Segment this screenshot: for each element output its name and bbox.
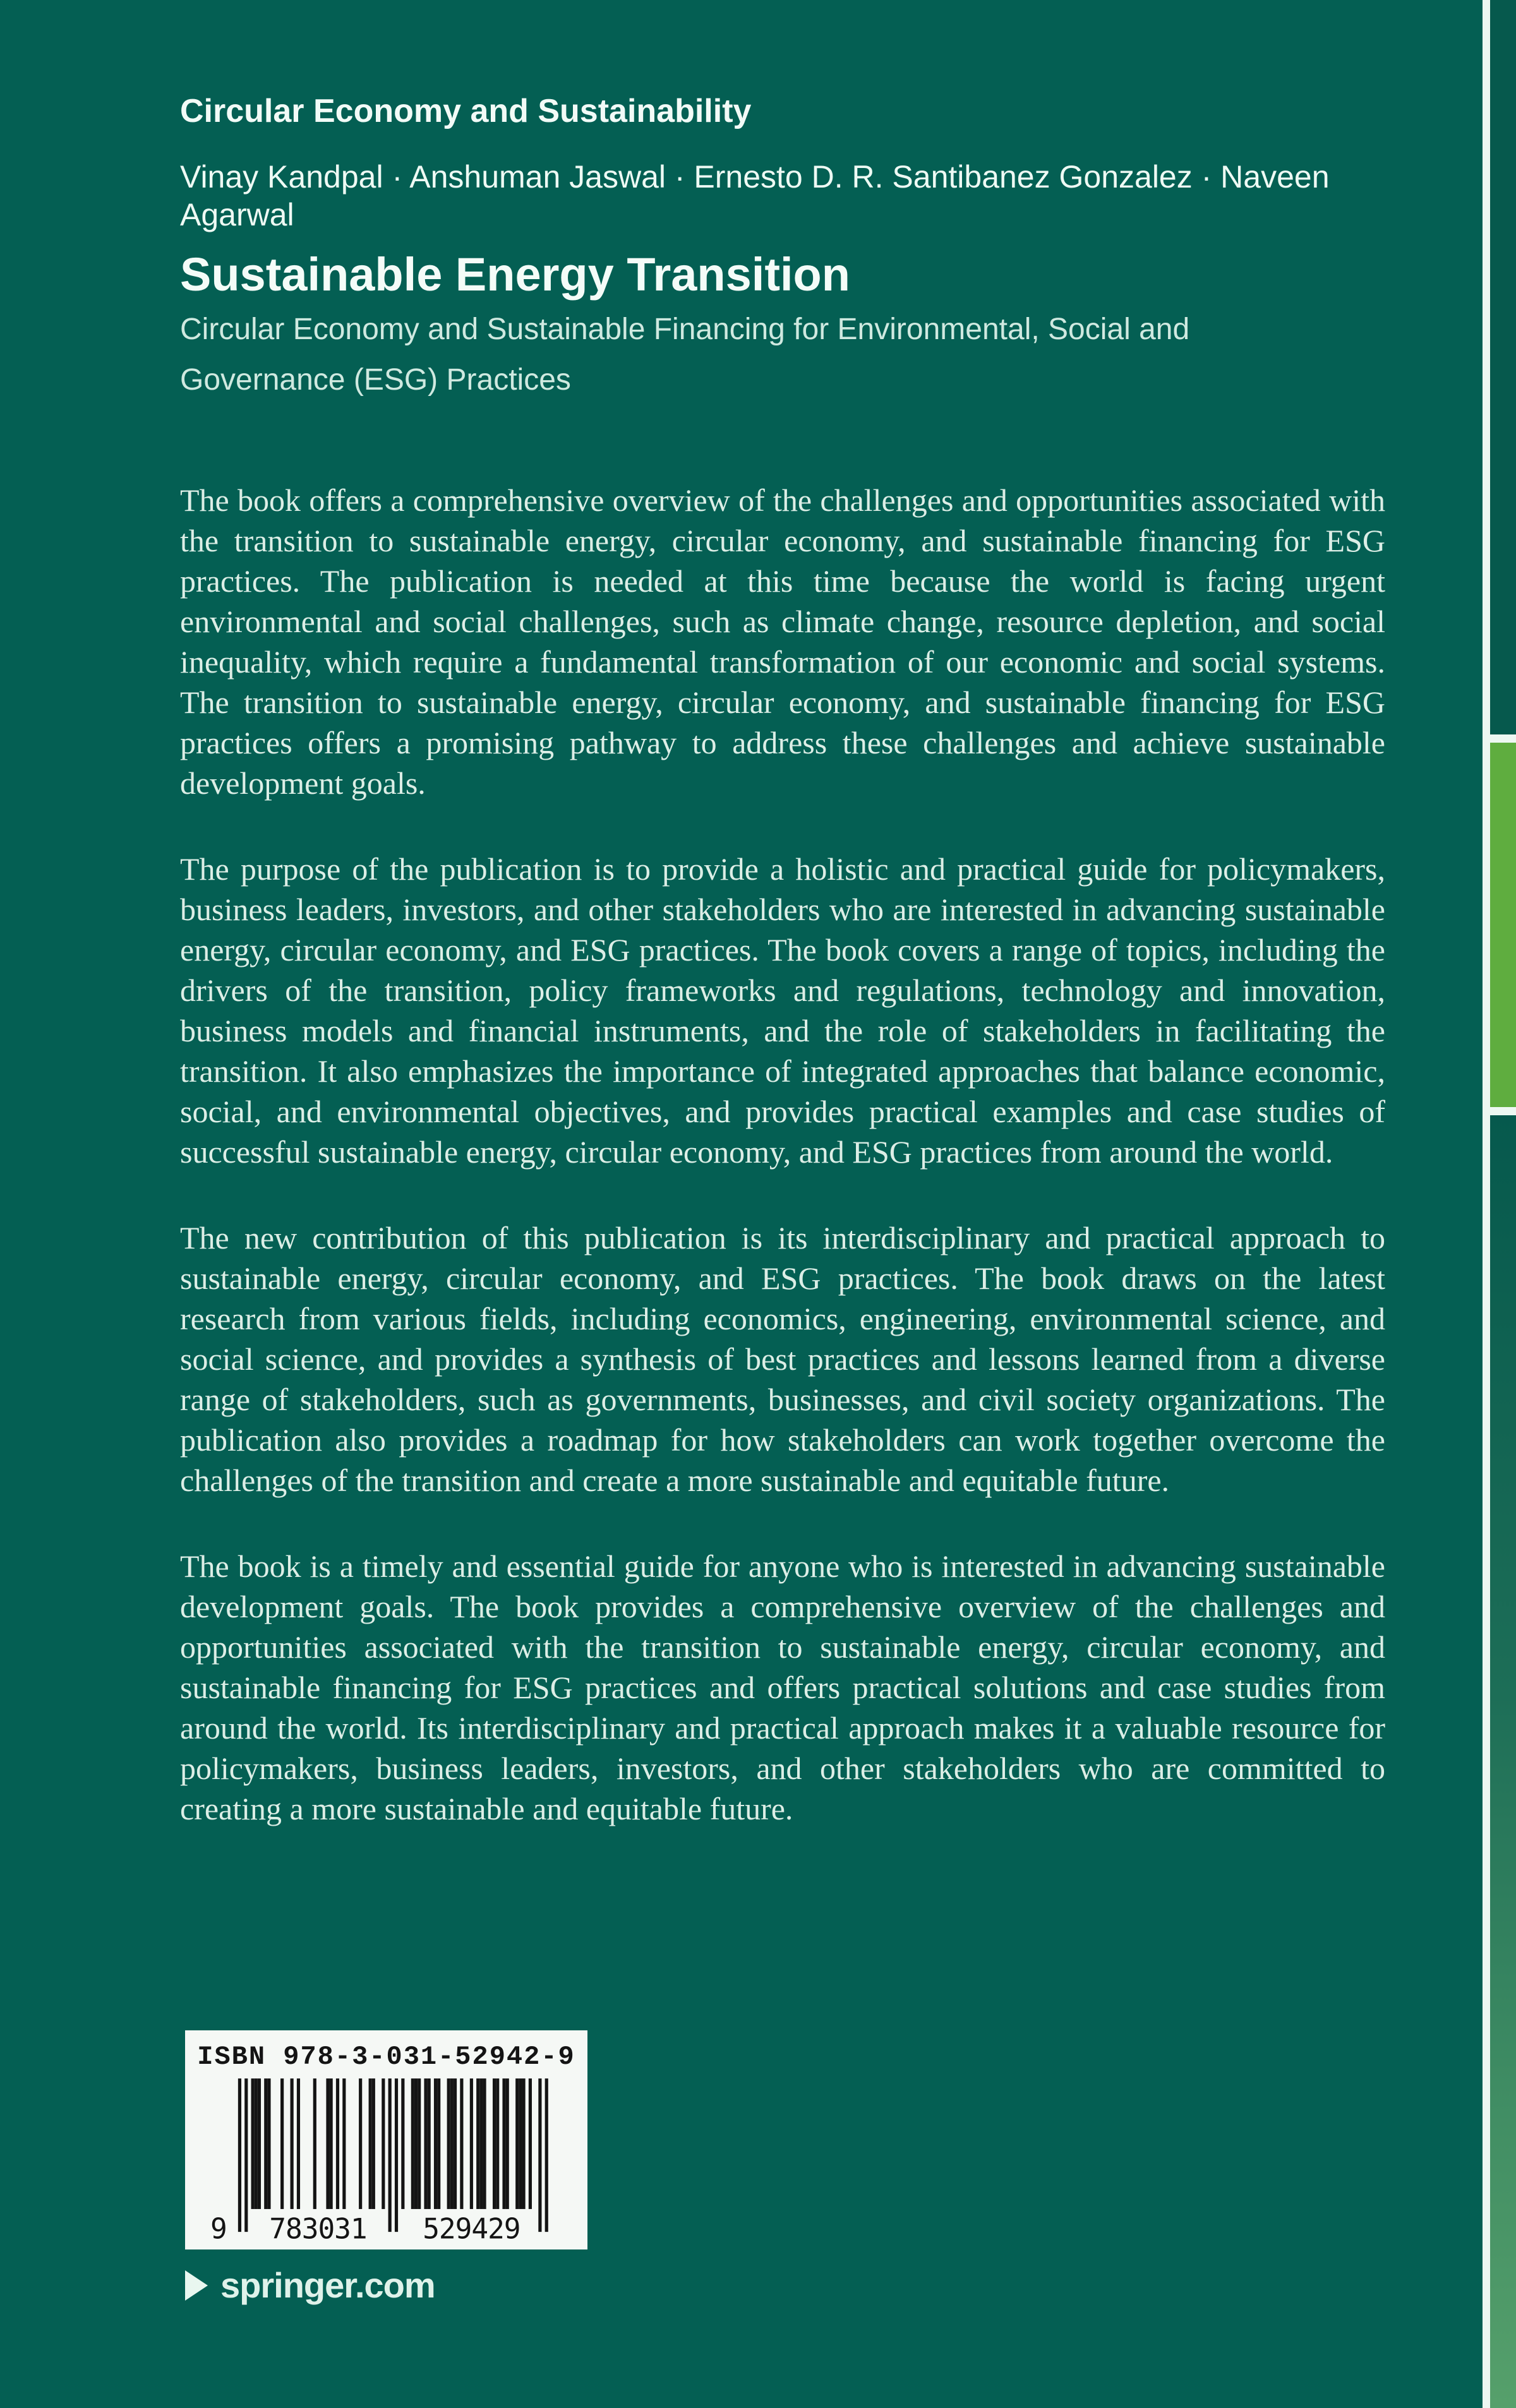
publisher-link[interactable] [185,2265,435,2306]
cover-content [180,92,1385,1829]
arrow-right-icon [185,2270,208,2301]
rail-gap [1490,734,1516,743]
right-accent-rail [1483,0,1516,2408]
book-subtitle: Circular Economy and Sustainable Financing for Environmental, Social and Governance (ESG) Practices [180,313,1190,397]
rail-gap [1490,1107,1516,1115]
back-cover-blurb [180,480,1385,1829]
rail-color-column [1490,0,1516,2408]
authors-line: Vinay Kandpal · Anshuman Jaswal · Ernesto D. R. Santibanez Gonzalez · Naveen Agarwal [180,159,1330,232]
isbn-label: ISBN 978-3-031-52942-9 [197,2042,575,2072]
blurb-paragraph: The purpose of the publication is to provide a holistic and practical guide for policymakers, business leaders, investors, and other stakeholders who are interested in advancing sustainable energy, circular economy, and ESG practices. The book covers a range of topics, including the drivers of the transition, policy frameworks and regulations, technology and innovation, business models and financial instruments, and the role of stakeholders in facilitating the transition. It also emphasizes the importance of integrated approaches that balance economic, social, and environmental objectives, and provides practical examples and case studies of successful sustainable energy, circular economy, and ESG practices from around the world. [180,851,1385,1170]
blurb-paragraph: The book is a timely and essential guide for anyone who is interested in advancing sustainable development goals. The book provides a comprehensive overview of the challenges and opportunities associated with the transition to sustainable energy, circular economy, and sustainable financing for ESG practices and offers practical solutions and case studies from around the world. Its interdisciplinary and practical approach makes it a valuable resource for policymakers, business leaders, investors, and other stakeholders who are committed to creating a more sustainable and equitable future. [180,1548,1385,1826]
publisher-url: springer.com [220,2265,435,2305]
rail-green-segment [1490,743,1516,1107]
svg-text:529429: 529429 [422,2213,520,2245]
series-title: Circular Economy and Sustainability [180,93,752,129]
rail-teal-segment [1490,0,1516,734]
isbn-barcode-panel [185,2030,587,2249]
svg-text:783031: 783031 [268,2213,367,2245]
ean13-barcode [202,2078,571,2245]
rail-gradient-segment [1490,1115,1516,2408]
rail-white-line [1483,0,1490,2408]
book-title: Sustainable Energy Transition [180,248,850,301]
svg-text:9: 9 [210,2213,227,2245]
blurb-paragraph: The new contribution of this publication is its interdisciplinary and practical approach to sustainable energy, circular economy, and ESG practices. The book draws on the latest research from various fields, including economics, engineering, environmental science, and social science, and provides a synthesis of best practices and lessons learned from a diverse range of stakeholders, such as governments, businesses, and civil society organizations. The publication also provides a roadmap for how stakeholders can work together overcome the challenges of the transition and create a more sustainable and equitable future. [180,1220,1385,1498]
blurb-paragraph: The book offers a comprehensive overview of the challenges and opportunities associated with the transition to sustainable energy, circular economy, and sustainable financing for ESG practices. The publication is needed at this time because the world is facing urgent environmental and social challenges, such as climate change, resource depletion, and social inequality, which require a fundamental transformation of our economic and social systems. The transition to sustainable energy, circular economy, and sustainable financing for ESG practices offers a promising pathway to address these challenges and achieve sustainable development goals. [180,482,1385,801]
